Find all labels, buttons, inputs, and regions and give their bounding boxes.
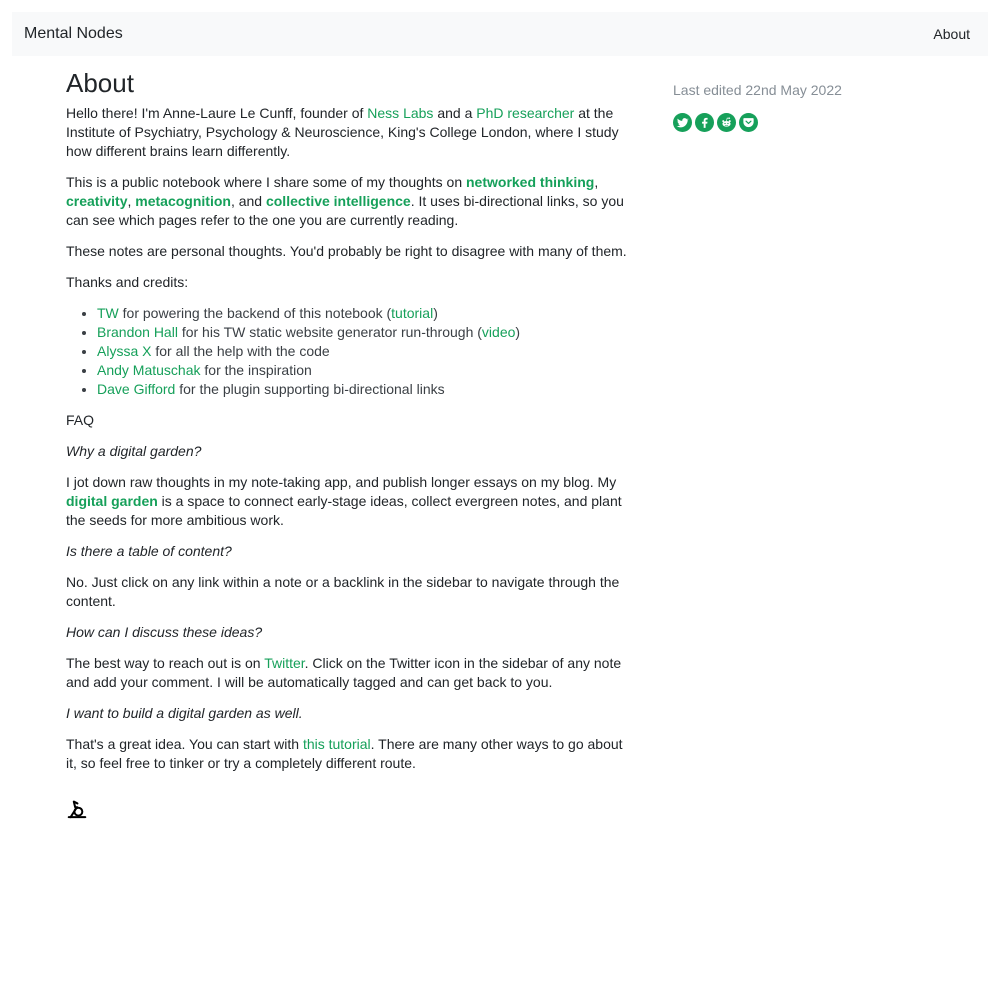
- faq-question-4: I want to build a digital garden as well.: [66, 705, 303, 721]
- faq-answer-1-text-2: is a space to connect early-stage ideas, collect evergreen notes, and plant the seeds for more ambitious work.: [66, 493, 622, 528]
- brand-link[interactable]: Mental Nodes: [24, 25, 123, 42]
- twitter-link[interactable]: Twitter: [264, 655, 305, 671]
- faq-question-3: How can I discuss these ideas?: [66, 624, 263, 640]
- faq-answer-3-text-2: . Click on the Twitter icon in the sidebar of any note and add your comment. I will be automatically tagged and can get back to you.: [66, 655, 622, 690]
- andy-matuschak-link[interactable]: Andy Matuschak: [97, 362, 201, 378]
- faq-question-1: Why a digital garden?: [66, 443, 202, 459]
- main-content: [66, 66, 634, 824]
- nav-about-link[interactable]: About: [933, 26, 970, 42]
- dave-gifford-link[interactable]: Dave Gifford: [97, 381, 176, 397]
- share-icons: [673, 113, 973, 132]
- credit-text: for the plugin supporting bi-directional links: [175, 381, 445, 397]
- list-item: [97, 342, 634, 361]
- credit-text: for all the help with the code: [151, 343, 330, 359]
- credit-end: ): [433, 305, 438, 321]
- notebook-sep-2: ,: [127, 193, 136, 209]
- notebook-sep-1: ,: [594, 174, 599, 190]
- notebook-text-1: This is a public notebook where I share some of my thoughts on: [66, 174, 466, 190]
- pocket-icon[interactable]: [739, 113, 758, 132]
- phd-researcher-link[interactable]: PhD researcher: [476, 105, 575, 121]
- faq-answer-4-text-1: That's a great idea. You can start with: [66, 736, 303, 752]
- notebook-text-2: . It uses bi-directional links, so you can see which pages refer to the one you are currently reading.: [66, 193, 624, 228]
- creativity-link[interactable]: creativity: [66, 193, 128, 209]
- this-tutorial-link[interactable]: this tutorial: [302, 736, 371, 752]
- credit-text: for his TW static website generator run-through (: [177, 324, 482, 340]
- notebook-sep-3: , and: [230, 193, 266, 209]
- last-edited-date: Last edited 22nd May 2022: [673, 82, 842, 98]
- intro-text-3: at the Institute of Psychiatry, Psychology & Neuroscience, King's College London, where I study how different brains learn differently.: [66, 105, 619, 159]
- faq-heading: FAQ: [66, 412, 95, 428]
- faq-answer-3-text-1: The best way to reach out is on: [66, 655, 265, 671]
- ness-labs-link[interactable]: Ness Labs: [367, 105, 434, 121]
- sidebar: [673, 80, 973, 132]
- faq-answer-1: [66, 473, 634, 530]
- tutorial-link[interactable]: tutorial: [391, 305, 434, 321]
- twitter-icon[interactable]: [673, 113, 692, 132]
- metacognition-link[interactable]: metacognition: [135, 193, 231, 209]
- tw-link[interactable]: TW: [97, 305, 119, 321]
- intro-text-1: Hello there! I'm Anne-Laure Le Cunff, founder of: [66, 105, 368, 121]
- notebook-paragraph: [66, 173, 634, 230]
- brandon-hall-link[interactable]: Brandon Hall: [97, 324, 178, 340]
- networked-thinking-link[interactable]: networked thinking: [466, 174, 595, 190]
- credit-end: ): [515, 324, 521, 340]
- collective-intelligence-link[interactable]: collective intelligence: [265, 193, 411, 209]
- navbar: [12, 12, 988, 56]
- list-item: [97, 304, 634, 323]
- reddit-icon[interactable]: [717, 113, 736, 132]
- list-item: [97, 323, 634, 342]
- digital-garden-link[interactable]: digital garden: [66, 493, 158, 509]
- credit-text: for the inspiration: [200, 362, 312, 378]
- list-item: [97, 361, 634, 380]
- footer-logo-icon: [66, 797, 88, 819]
- intro-text-2: and a: [433, 105, 477, 121]
- credits-heading: Thanks and credits:: [66, 274, 189, 290]
- faq-answer-1-text-1: I jot down raw thoughts in my note-taking app, and publish longer essays on my blog. My: [66, 474, 617, 490]
- credits-list: [66, 304, 634, 399]
- alyssa-x-link[interactable]: Alyssa X: [97, 343, 152, 359]
- faq-answer-3: [66, 654, 634, 692]
- intro-paragraph: [66, 104, 634, 161]
- faq-answer-4: [66, 735, 634, 773]
- faq-answer-2: No. Just click on any link within a note or a backlink in the sidebar to navigate through the content.: [66, 574, 620, 609]
- faq-answer-4-text-2: . There are many other ways to go about it, so feel free to tinker or try a completely different route.: [66, 736, 623, 771]
- page-title: About: [66, 68, 134, 98]
- faq-question-2: Is there a table of content?: [66, 543, 232, 559]
- list-item: [97, 380, 634, 399]
- facebook-icon[interactable]: [695, 113, 714, 132]
- personal-paragraph: These notes are personal thoughts. You'd probably be right to disagree with many of them.: [66, 243, 627, 259]
- video-link[interactable]: video: [481, 324, 516, 340]
- credit-text: for powering the backend of this notebook (: [118, 305, 392, 321]
